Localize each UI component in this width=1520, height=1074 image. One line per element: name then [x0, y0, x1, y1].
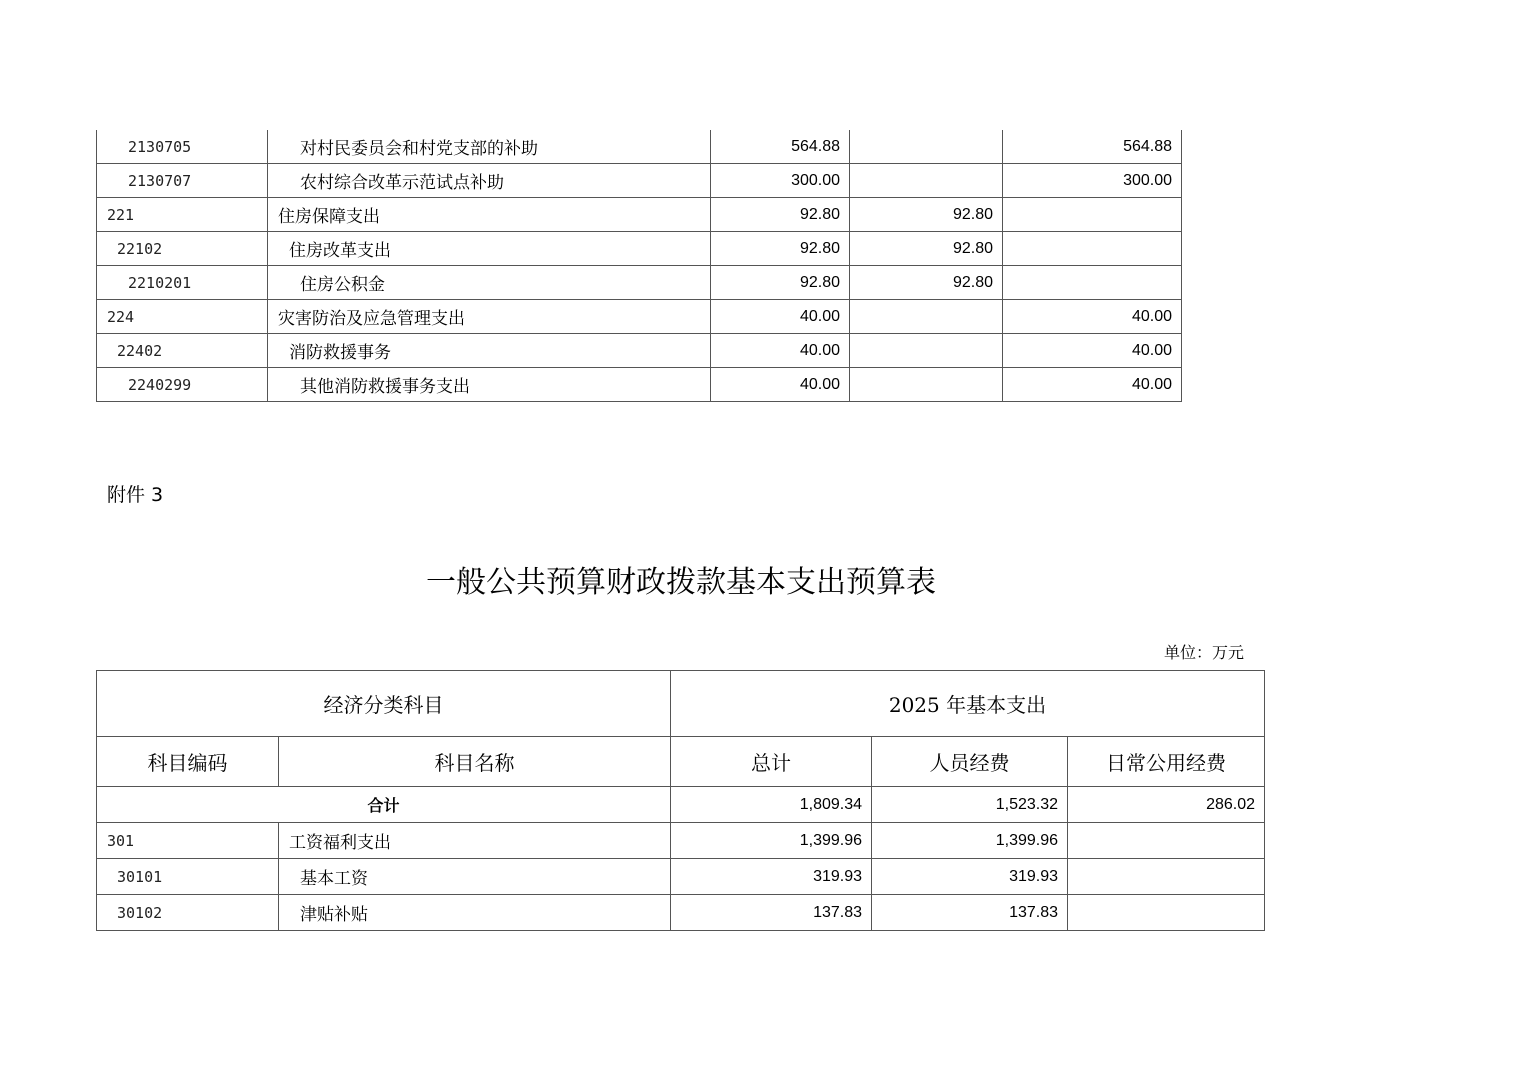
table-row	[97, 859, 1265, 895]
page-title: 一般公共预算财政拨款基本支出预算表	[426, 565, 936, 600]
unit-label: 单位：万元	[1164, 643, 1245, 662]
basic-amount	[850, 300, 1003, 334]
project-amount: 40.00	[1003, 368, 1182, 402]
table-row	[97, 164, 1182, 198]
subject-code: 224	[97, 300, 268, 334]
basic-amount	[850, 334, 1003, 368]
basic-amount: 92.80	[850, 198, 1003, 232]
header-row-group	[97, 671, 1265, 737]
subject-code: 30101	[97, 859, 279, 895]
total-amount: 300.00	[711, 164, 850, 198]
total-amount: 1,399.96	[671, 823, 872, 859]
project-amount: 40.00	[1003, 334, 1182, 368]
project-amount	[1003, 266, 1182, 300]
basic-expenditure-table	[96, 670, 1265, 931]
total-amount: 92.80	[711, 266, 850, 300]
header-code: 科目编码	[97, 737, 279, 787]
basic-amount	[850, 368, 1003, 402]
table-row	[97, 130, 1182, 164]
project-amount	[1003, 232, 1182, 266]
subject-name: 基本工资	[279, 859, 671, 895]
top-table-body	[97, 130, 1182, 402]
personnel-amount: 137.83	[872, 895, 1068, 931]
top-budget-table	[96, 130, 1182, 402]
basic-amount	[850, 164, 1003, 198]
bottom-table-body	[97, 671, 1265, 931]
total-amount: 92.80	[711, 198, 850, 232]
subject-name: 消防救援事务	[268, 334, 711, 368]
header-basic-expenditure-year: 2025 年基本支出	[671, 671, 1265, 737]
total-amount: 564.88	[711, 130, 850, 164]
header-name: 科目名称	[279, 737, 671, 787]
table-row	[97, 198, 1182, 232]
subject-code: 2210201	[97, 266, 268, 300]
subject-code: 22102	[97, 232, 268, 266]
total-public: 286.02	[1068, 787, 1265, 823]
project-amount: 300.00	[1003, 164, 1182, 198]
attachment-label: 附件 3	[107, 484, 164, 506]
total-amount: 319.93	[671, 859, 872, 895]
subject-name: 住房保障支出	[268, 198, 711, 232]
table-row	[97, 300, 1182, 334]
header-personnel: 人员经费	[872, 737, 1068, 787]
subject-name: 住房改革支出	[268, 232, 711, 266]
subject-code: 22402	[97, 334, 268, 368]
project-amount: 564.88	[1003, 130, 1182, 164]
basic-amount	[850, 130, 1003, 164]
table-row	[97, 368, 1182, 402]
total-amount: 137.83	[671, 895, 872, 931]
total-amount: 40.00	[711, 368, 850, 402]
table-row	[97, 232, 1182, 266]
subject-name: 灾害防治及应急管理支出	[268, 300, 711, 334]
subject-name: 住房公积金	[268, 266, 711, 300]
table-row	[97, 895, 1265, 931]
project-amount	[1003, 198, 1182, 232]
header-row-columns	[97, 737, 1265, 787]
subject-code: 2240299	[97, 368, 268, 402]
total-amount: 40.00	[711, 334, 850, 368]
project-amount: 40.00	[1003, 300, 1182, 334]
total-row	[97, 787, 1265, 823]
public-amount	[1068, 895, 1265, 931]
table-row	[97, 823, 1265, 859]
basic-amount: 92.80	[850, 232, 1003, 266]
total-personnel: 1,523.32	[872, 787, 1068, 823]
header-economic-category: 经济分类科目	[97, 671, 671, 737]
total-label: 合计	[97, 787, 671, 823]
subject-code: 301	[97, 823, 279, 859]
subject-name: 其他消防救援事务支出	[268, 368, 711, 402]
public-amount	[1068, 823, 1265, 859]
subject-code: 221	[97, 198, 268, 232]
subject-code: 2130705	[97, 130, 268, 164]
total-amount: 92.80	[711, 232, 850, 266]
subject-name: 工资福利支出	[279, 823, 671, 859]
total-amount: 1,809.34	[671, 787, 872, 823]
personnel-amount: 1,399.96	[872, 823, 1068, 859]
public-amount	[1068, 859, 1265, 895]
total-amount: 40.00	[711, 300, 850, 334]
header-total: 总计	[671, 737, 872, 787]
header-public: 日常公用经费	[1068, 737, 1265, 787]
subject-code: 2130707	[97, 164, 268, 198]
subject-name: 津贴补贴	[279, 895, 671, 931]
subject-name: 农村综合改革示范试点补助	[268, 164, 711, 198]
basic-amount: 92.80	[850, 266, 1003, 300]
table-row	[97, 266, 1182, 300]
personnel-amount: 319.93	[872, 859, 1068, 895]
subject-name: 对村民委员会和村党支部的补助	[268, 130, 711, 164]
subject-code: 30102	[97, 895, 279, 931]
table-row	[97, 334, 1182, 368]
